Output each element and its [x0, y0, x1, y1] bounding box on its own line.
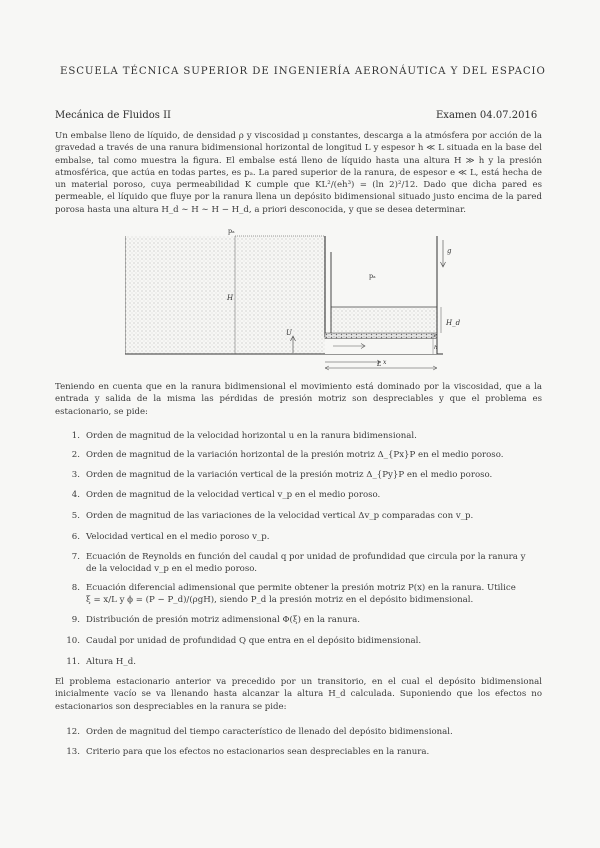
question-item: 9. Distribución de presión motriz adimensional Φ(ξ) en la ranura.: [71, 615, 360, 625]
g-label: g: [447, 247, 452, 255]
question-item: 5. Orden de magnitud de las variaciones de la velocidad vertical Δv_p comparadas con v_p.: [71, 511, 474, 521]
pa-right-label: pₐ: [369, 272, 376, 280]
question-item: 2. Orden de magnitud de la variación horizontal de la presión motriz Δ_{Px}P en el medio poroso.: [71, 450, 504, 460]
questions-lead: Teniendo en cuenta que en la ranura bidimensional el movimiento está dominado por la viscosidad, que a la entrada y salida de la misma las pérdidas de presión motriz son despreciables y que el problema es estacionario, se pide:: [55, 382, 542, 417]
L-label: L: [377, 360, 382, 368]
pa-top-label: pₐ: [228, 227, 235, 235]
x-label: x: [383, 359, 387, 366]
question-item: 8. Ecuación diferencial adimensional que permite obtener la presión motriz P(x) en la ranura. Utilice ξ = x/L y ϕ = (P − P_d)/(ρgH), siendo P_d la presión motriz en el depósito bidimensional.: [71, 583, 516, 606]
question-item: 6. Velocidad vertical en el medio poroso v_p.: [71, 532, 270, 542]
U-label: U: [286, 329, 292, 337]
h-label: h: [434, 345, 438, 351]
question-item: 11. Altura H_d.: [66, 657, 136, 667]
e-label: e: [434, 333, 438, 339]
reservoir-figure: [125, 222, 465, 372]
subject-title: Mecánica de Fluidos II: [55, 110, 172, 121]
Hd-label: H_d: [446, 319, 461, 327]
school-title: ESCUELA TÉCNICA SUPERIOR DE INGENIERÍA AERONÁUTICA Y DEL ESPACIO: [60, 66, 546, 77]
question-item: 4. Orden de magnitud de la velocidad vertical v_p en el medio poroso.: [71, 490, 381, 500]
question-item: 3. Orden de magnitud de la variación vertical de la presión motriz Δ_{Py}P en el medio poroso.: [71, 470, 493, 480]
question-item: 7. Ecuación de Reynolds en función del caudal q por unidad de profundidad que circula por la ranura y de la velocidad v_p en el medio poroso.: [71, 552, 526, 575]
question-item: 1. Orden de magnitud de la velocidad horizontal u en la ranura bidimensional.: [71, 431, 417, 441]
transient-statement: El problema estacionario anterior va precedido por un transitorio, en el cual el depósito bidimensional inicialmente vacío se va llenando hasta alcanzar la altura H_d calculada. Suponiendo que los efectos no estacionarios son despreciables en la ranura se pide:: [55, 677, 542, 712]
slot: [325, 339, 437, 354]
reservoir-liquid: [125, 236, 325, 354]
question-item: 12. Orden de magnitud del tiempo característico de llenado del depósito bidimensional.: [66, 727, 453, 737]
problem-statement: Un embalse lleno de líquido, de densidad ρ y viscosidad μ constantes, descarga a la atmósfera por acción de la gravedad a través de una ranura bidimensional horizontal de longitud L y espesor h ≪ L situada en la base del embalse, tal como muestra la figura. El embalse está lleno de líquido hasta una altura H ≫ h y la presión atmosférica, que actúa en todas partes, es pₐ. La pared superior de la ranura, de espesor e ≪ L, está hecha de un material poroso, cuya permeabilidad K cumple que KL²/(eh³) = (ln 2)²/12. Dado que dicha pared es permeable, el líquido que fluye por la ranura llena un depósito bidimensional situado justo encima de la pared porosa hasta una altura H_d ∼ H ∼ H − H_d, a priori desconocida, y que se desea determinar.: [55, 131, 542, 215]
H-label: H: [227, 294, 234, 302]
question-item: 10. Caudal por unidad de profundidad Q que entra en el depósito bidimensional.: [66, 636, 422, 646]
porous-wall: [325, 333, 437, 339]
question-item: 13. Criterio para que los efectos no estacionarios sean despreciables en la ranura.: [66, 747, 430, 757]
exam-date: Examen 04.07.2016: [436, 110, 538, 121]
deposit-liquid: [331, 307, 437, 333]
